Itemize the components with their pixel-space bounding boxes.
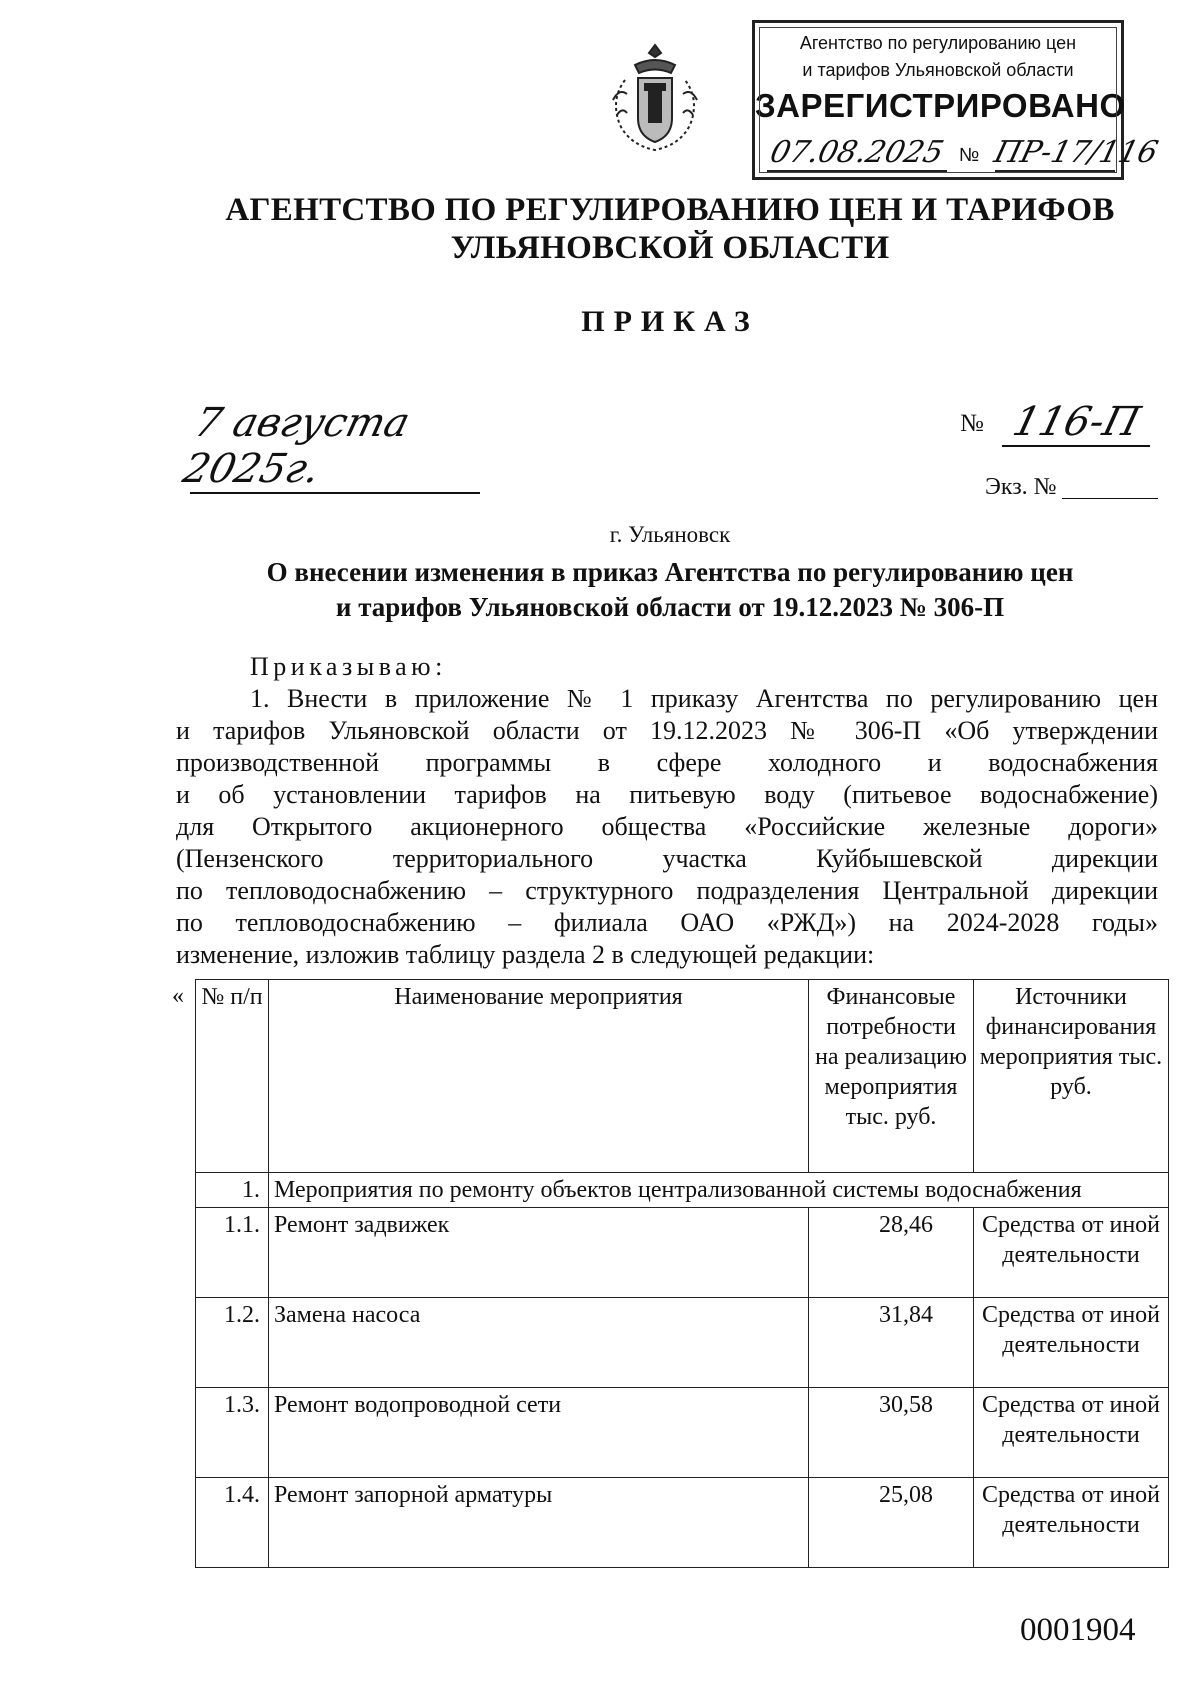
stamp-agency-line-2: и тарифов Ульяновской области xyxy=(802,60,1074,80)
group-num: 1. xyxy=(196,1173,269,1208)
order-number-label: № xyxy=(960,410,984,437)
row-num: 1.3. xyxy=(196,1388,269,1478)
table-row xyxy=(196,1478,1169,1568)
copy-number-blank xyxy=(1062,498,1158,499)
order-word: Приказываю: xyxy=(250,652,447,681)
table-group-row xyxy=(196,1173,1169,1208)
group-name: Мероприятия по ремонту объектов централизованной системы водоснабжения xyxy=(269,1173,1169,1208)
paragraph-line: производственной программы в сфере холодного и водоснабжения xyxy=(176,748,1158,777)
stamp-date: 07.08.2025 xyxy=(766,135,948,170)
paragraph-line: по тепловодоснабжению – филиала ОАО «РЖД») на 2024-2028 годы» xyxy=(176,908,1158,937)
city: г. Ульяновск xyxy=(609,522,731,547)
header-num: № п/п xyxy=(196,980,269,1173)
row-source: Средства от иной деятельности xyxy=(974,1298,1169,1388)
row-source: Средства от иной деятельности xyxy=(974,1208,1169,1298)
document-type-heading: ПРИКАЗ xyxy=(581,305,759,338)
measures-table xyxy=(195,979,1169,1568)
table-row xyxy=(196,1388,1169,1478)
agency-title-line-2: УЛЬЯНОВСКОЙ ОБЛАСТИ xyxy=(450,230,890,266)
stamp-number: ПР-17/116 xyxy=(990,135,1162,170)
header-finance: Финансовые потребности на реализацию мероприятия тыс. руб. xyxy=(809,980,974,1173)
order-date-text: 7 августа 2025г. xyxy=(178,400,415,492)
paragraph-line: для Открытого акционерного общества «Российские железные дороги» xyxy=(176,812,1158,841)
row-value: 30,58 xyxy=(809,1388,974,1478)
stamp-number-label: № xyxy=(959,145,980,166)
order-number-handwritten xyxy=(1002,398,1150,447)
subject-line-2: и тарифов Ульяновской области от 19.12.2023 № 306-П xyxy=(335,592,1005,622)
row-name: Замена насоса xyxy=(269,1298,809,1388)
paragraph-line: 1. Внести в приложение № 1 приказу Агентства по регулированию цен xyxy=(250,684,1158,713)
row-source: Средства от иной деятельности xyxy=(974,1388,1169,1478)
paragraph-line: и об установлении тарифов на питьевую воду (питьевое водоснабжение) xyxy=(176,780,1158,809)
row-source: Средства от иной деятельности xyxy=(974,1478,1169,1568)
opening-quote: « xyxy=(172,983,184,1009)
paragraph-line: (Пензенского территориального участка Куйбышевской дирекции xyxy=(176,844,1158,873)
row-name: Ремонт задвижек xyxy=(269,1208,809,1298)
row-value: 28,46 xyxy=(809,1208,974,1298)
paragraph-line: по тепловодоснабжению – структурного подразделения Центральной дирекции xyxy=(176,876,1158,905)
paragraph-line: изменение, изложив таблицу раздела 2 в следующей редакции: xyxy=(176,940,875,969)
header-name: Наименование мероприятия xyxy=(269,980,809,1173)
row-name: Ремонт водопроводной сети xyxy=(269,1388,809,1478)
order-number-text: 116-П xyxy=(1007,399,1145,445)
order-paragraph xyxy=(176,683,1158,971)
table-header-row xyxy=(196,980,1169,1173)
table-row xyxy=(196,1298,1169,1388)
order-date-handwritten xyxy=(178,400,480,494)
row-num: 1.4. xyxy=(196,1478,269,1568)
coat-of-arms-emblem xyxy=(605,40,705,155)
row-num: 1.1. xyxy=(196,1208,269,1298)
document-serial-number: 0001904 xyxy=(1020,1612,1136,1648)
row-value: 25,08 xyxy=(809,1478,974,1568)
paragraph-line: и тарифов Ульяновской области от 19.12.2023 № 306-П «Об утверждении xyxy=(176,716,1158,745)
header-source: Источники финансирования мероприятия тыс. руб. xyxy=(974,980,1169,1173)
registration-stamp xyxy=(752,20,1162,180)
row-name: Ремонт запорной арматуры xyxy=(269,1478,809,1568)
table-row xyxy=(196,1208,1169,1298)
copy-number-label: Экз. № xyxy=(985,474,1057,500)
stamp-status: ЗАРЕГИСТРИРОВАНО xyxy=(755,87,1126,124)
row-value: 31,84 xyxy=(809,1298,974,1388)
subject-line-1: О внесении изменения в приказ Агентства по регулированию цен xyxy=(266,557,1074,587)
stamp-agency-line-1: Агентство по регулированию цен xyxy=(799,33,1077,53)
row-num: 1.2. xyxy=(196,1298,269,1388)
agency-title-line-1: АГЕНТСТВО ПО РЕГУЛИРОВАНИЮ ЦЕН И ТАРИФОВ xyxy=(225,192,1115,228)
